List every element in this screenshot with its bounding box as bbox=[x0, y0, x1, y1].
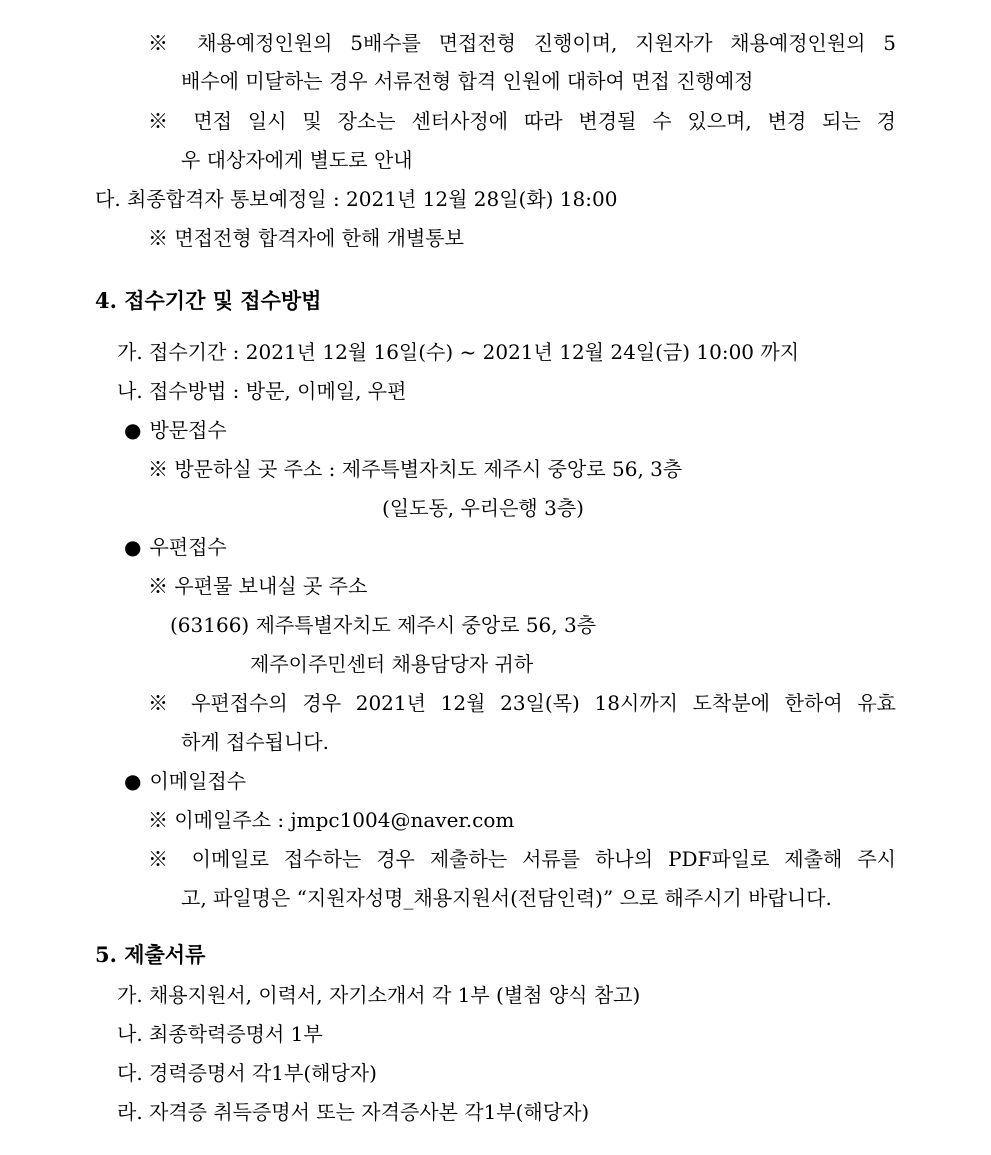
application-method: 나. 접수방법 : 방문, 이메일, 우편 bbox=[117, 379, 407, 403]
final-announcement-date: 다. 최종합격자 통보예정일 : 2021년 12월 28일(화) 18:00 bbox=[95, 187, 618, 211]
email-bullet bbox=[124, 766, 246, 796]
docs-item-da: 다. 경력증명서 각1부(해당자) bbox=[117, 1061, 377, 1085]
visit-bullet bbox=[124, 415, 227, 445]
bullet-icon: ● bbox=[124, 418, 142, 442]
docs-item-ra: 라. 자격증 취득증명서 또는 자격증사본 각1부(해당자) bbox=[117, 1100, 590, 1124]
docs-item-ga: 가. 채용지원서, 이력서, 자기소개서 각 1부 (별첨 양식 참고) bbox=[117, 983, 641, 1007]
mail-recipient: 제주이주민센터 채용담당자 귀하 bbox=[250, 652, 534, 676]
visit-address: ※ 방문하실 곳 주소 : 제주특별자치도 제주시 중앙로 56, 3층 bbox=[148, 457, 683, 481]
email-note-line-1: ※ 이메일로 접수하는 경우 제출하는 서류를 하나의 PDF파일로 제출해 주시 bbox=[148, 847, 896, 871]
section-5-heading: 5. 제출서류 bbox=[95, 942, 206, 967]
interview-note-1-line-1: ※ 채용예정인원의 5배수를 면접전형 진행이며, 지원자가 채용예정인원의 5 bbox=[148, 31, 896, 55]
mail-deadline-line-1: ※ 우편접수의 경우 2021년 12월 23일(목) 18시까지 도착분에 한하여 유효 bbox=[148, 691, 896, 715]
interview-note-1-line-2: 배수에 미달하는 경우 서류전형 합격 인원에 대하여 면접 진행예정 bbox=[181, 69, 754, 93]
mail-label: 우편접수 bbox=[149, 535, 227, 559]
interview-note-2-line-1: ※ 면접 일시 및 장소는 센터사정에 따라 변경될 수 있으며, 변경 되는 경 bbox=[148, 109, 896, 133]
email-address: ※ 이메일주소 : jmpc1004@naver.com bbox=[148, 808, 515, 832]
mail-address-note: ※ 우편물 보내실 곳 주소 bbox=[148, 574, 368, 598]
mail-deadline-line-2: 하게 접수됩니다. bbox=[181, 730, 329, 754]
email-label: 이메일접수 bbox=[149, 769, 247, 793]
docs-item-na: 나. 최종학력증명서 1부 bbox=[117, 1022, 323, 1046]
visit-label: 방문접수 bbox=[149, 418, 227, 442]
bullet-icon: ● bbox=[124, 769, 142, 793]
interview-note-2-line-2: 우 대상자에게 별도로 안내 bbox=[181, 148, 413, 172]
email-note-line-2: 고, 파일명은 “지원자성명_채용지원서(전담인력)” 으로 해주시기 바랍니다. bbox=[181, 886, 832, 910]
bullet-icon: ● bbox=[124, 535, 142, 559]
visit-address-detail: (일도동, 우리은행 3층) bbox=[382, 496, 584, 520]
application-period: 가. 접수기간 : 2021년 12월 16일(수) ~ 2021년 12월 24일(금) 10:00 까지 bbox=[117, 340, 800, 364]
section-4-heading: 4. 접수기간 및 접수방법 bbox=[95, 288, 322, 313]
final-notice-note: ※ 면접전형 합격자에 한해 개별통보 bbox=[148, 226, 464, 250]
mail-address: (63166) 제주특별자치도 제주시 중앙로 56, 3층 bbox=[170, 613, 597, 637]
mail-bullet bbox=[124, 532, 227, 562]
